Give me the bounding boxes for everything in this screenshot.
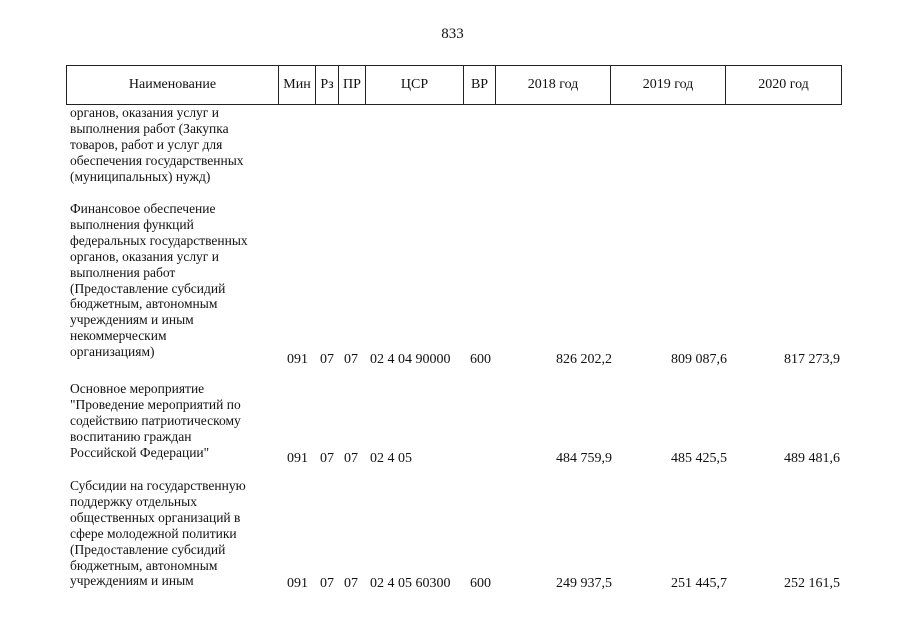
page-number: 833 — [441, 26, 464, 42]
column-header-rz: Рз — [316, 66, 339, 105]
column-header-2019: 2019 год — [611, 66, 726, 105]
row-name — [70, 478, 275, 589]
cell-rz: 07 — [320, 576, 334, 591]
name-line: выполнения функций — [70, 216, 194, 232]
cell-2020: 252 161,5 — [784, 576, 840, 591]
cell-min: 091 — [287, 576, 308, 591]
cell-csr: 02 4 04 90000 — [370, 352, 451, 367]
name-line: выполнения работ (Закупка — [70, 120, 229, 136]
cell-pr: 07 — [344, 451, 358, 466]
table-header — [66, 65, 842, 105]
cell-pr: 07 — [344, 576, 358, 591]
cell-min: 091 — [287, 352, 308, 367]
name-line: обеспечения государственных — [70, 152, 244, 168]
column-header-pr: ПР — [339, 66, 366, 105]
name-line: Основное мероприятие — [70, 381, 205, 396]
name-line: Российской Федерации" — [70, 444, 210, 460]
name-line: воспитанию граждан — [70, 428, 192, 444]
cell-2020: 817 273,9 — [784, 352, 840, 367]
name-line: товаров, работ и услуг для — [70, 136, 223, 152]
name-line: федеральных государственных — [70, 232, 248, 248]
cell-2018: 826 202,2 — [556, 352, 612, 367]
row-name — [70, 105, 275, 185]
name-line: (муниципальных) нужд) — [70, 168, 211, 184]
cell-vr: 600 — [470, 576, 491, 591]
cell-2019: 809 087,6 — [671, 352, 727, 367]
cell-2020: 489 481,6 — [784, 451, 840, 466]
cell-csr: 02 4 05 60300 — [370, 576, 451, 591]
name-line: (Предоставление субсидий — [70, 280, 226, 296]
cell-csr: 02 4 05 — [370, 451, 412, 466]
name-line: некоммерческим — [70, 328, 167, 344]
row-name — [70, 381, 275, 461]
name-line: органов, оказания услуг и — [70, 105, 219, 120]
cell-2019: 485 425,5 — [671, 451, 727, 466]
cell-2018: 484 759,9 — [556, 451, 612, 466]
column-header-vr: ВР — [464, 66, 496, 105]
name-line: поддержку отдельных — [70, 493, 197, 509]
column-header-min: Мин — [279, 66, 316, 105]
column-header-name: Наименование — [67, 66, 279, 105]
cell-min: 091 — [287, 451, 308, 466]
name-line: учреждениям и иным — [70, 312, 194, 328]
name-line: Финансовое обеспечение — [70, 201, 216, 216]
cell-rz: 07 — [320, 451, 334, 466]
name-line: органов, оказания услуг и — [70, 248, 219, 264]
name-line: бюджетным, автономным — [70, 296, 218, 312]
row-name — [70, 201, 275, 360]
cell-2019: 251 445,7 — [671, 576, 727, 591]
cell-pr: 07 — [344, 352, 358, 367]
cell-vr: 600 — [470, 352, 491, 367]
name-line: Субсидии на государственную — [70, 478, 246, 493]
name-line: организациям) — [70, 344, 155, 360]
name-line: бюджетным, автономным — [70, 557, 218, 573]
name-line: общественных организаций в — [70, 509, 241, 525]
column-header-csr: ЦСР — [366, 66, 464, 105]
name-line: сфере молодежной политики — [70, 525, 237, 541]
name-line: учреждениям и иным — [70, 573, 194, 589]
column-header-2018: 2018 год — [496, 66, 611, 105]
cell-rz: 07 — [320, 352, 334, 367]
name-line: (Предоставление субсидий — [70, 541, 226, 557]
name-line: выполнения работ — [70, 264, 176, 280]
column-header-2020: 2020 год — [726, 66, 842, 105]
cell-2018: 249 937,5 — [556, 576, 612, 591]
name-line: содействию патриотическому — [70, 412, 241, 428]
name-line: "Проведение мероприятий по — [70, 396, 241, 412]
